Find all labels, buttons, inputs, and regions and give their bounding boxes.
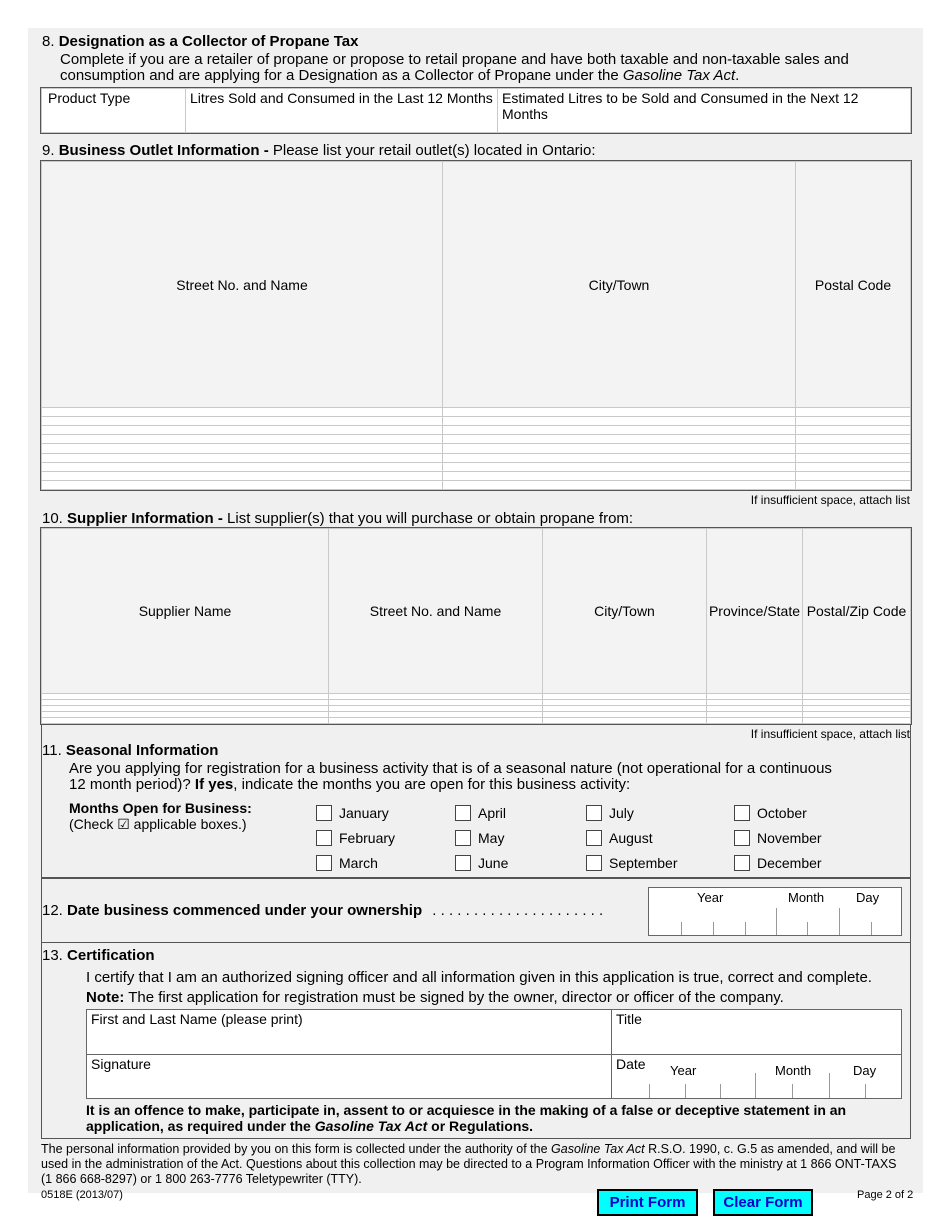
day-label: Day bbox=[853, 1063, 877, 1078]
month-option[interactable] bbox=[734, 830, 822, 846]
section-description: Please list your retail outlet(s) located in Ontario: bbox=[272, 142, 596, 159]
month-label: August bbox=[609, 830, 653, 846]
input-cell[interactable] bbox=[796, 444, 911, 453]
month-checkbox[interactable] bbox=[455, 805, 471, 821]
section-title: Seasonal Information bbox=[65, 742, 219, 759]
month-label: December bbox=[757, 855, 822, 871]
digit-separator bbox=[829, 1073, 830, 1098]
input-cell[interactable] bbox=[42, 462, 443, 471]
year-label: Year bbox=[697, 890, 724, 905]
month-label: September bbox=[609, 855, 678, 871]
month-checkbox[interactable] bbox=[455, 830, 471, 846]
month-checkbox[interactable] bbox=[316, 830, 332, 846]
month-option[interactable] bbox=[316, 855, 378, 871]
input-cell[interactable] bbox=[42, 435, 443, 444]
section-title: Supplier Information - bbox=[67, 510, 223, 527]
month-label: June bbox=[478, 855, 509, 871]
note-line bbox=[86, 988, 872, 1008]
input-cell[interactable] bbox=[803, 718, 911, 724]
column-label: Street No. and Name bbox=[369, 603, 502, 620]
month-label: October bbox=[757, 805, 807, 821]
digit-tick bbox=[745, 922, 746, 935]
month-option[interactable] bbox=[586, 855, 677, 871]
field-label: Signature bbox=[91, 1056, 151, 1072]
column-header bbox=[42, 529, 329, 694]
table-row bbox=[42, 480, 911, 489]
month-label: Month bbox=[775, 1063, 812, 1078]
month-checkbox[interactable] bbox=[586, 805, 602, 821]
section-title: Date business commenced under your ownership bbox=[67, 902, 423, 919]
input-cell[interactable] bbox=[329, 718, 543, 724]
desc-end: . bbox=[735, 67, 740, 84]
month-option[interactable] bbox=[316, 805, 389, 821]
month-option[interactable] bbox=[316, 830, 395, 846]
note-text: The first application for registration must be signed by the owner, director or officer of the company. bbox=[128, 989, 784, 1006]
table-row bbox=[42, 462, 911, 471]
input-cell[interactable] bbox=[443, 462, 796, 471]
month-label: February bbox=[339, 830, 396, 846]
digit-tick bbox=[720, 1084, 721, 1098]
month-option[interactable] bbox=[455, 830, 504, 846]
dot-leader: . . . . . . . . . . . . . . . . . . . . . bbox=[432, 902, 604, 919]
section-8-heading bbox=[42, 33, 358, 50]
months-hint: (Check ☑ applicable boxes.) bbox=[69, 816, 247, 832]
offence-warning bbox=[86, 1102, 846, 1134]
month-label: January bbox=[339, 805, 389, 821]
input-cell[interactable] bbox=[543, 718, 707, 724]
offence-text: or Regulations. bbox=[431, 1118, 534, 1134]
field-label: First and Last Name (please print) bbox=[91, 1011, 303, 1027]
clear-form-button[interactable]: Clear Form bbox=[713, 1189, 813, 1216]
digit-tick bbox=[713, 922, 714, 935]
question-text: , indicate the months you are open for this business activity: bbox=[233, 776, 631, 793]
input-cell[interactable] bbox=[42, 471, 443, 480]
name-field[interactable] bbox=[87, 1010, 611, 1054]
table-row bbox=[42, 718, 911, 724]
column-header bbox=[42, 162, 443, 408]
form-id: 0518E (2013/07) bbox=[41, 1189, 123, 1201]
section-number: 12. bbox=[42, 902, 63, 919]
business-outlet-table bbox=[41, 161, 911, 490]
input-cell[interactable] bbox=[796, 435, 911, 444]
privacy-text: The personal information provided by you on this form is collected under the authority of the bbox=[41, 1142, 548, 1156]
section-title: Designation as a Collector of Propane Tax bbox=[58, 33, 359, 50]
act-name: Gasoline Tax Act bbox=[551, 1142, 645, 1156]
signature-field[interactable] bbox=[87, 1055, 611, 1098]
section-title: Certification bbox=[67, 947, 155, 964]
column-header bbox=[329, 529, 543, 694]
month-option[interactable] bbox=[734, 855, 822, 871]
field-label: Date bbox=[616, 1056, 646, 1072]
certify-statement: I certify that I am an authorized signing officer and all information given in this application is true, correct and complete. bbox=[86, 969, 872, 986]
input-cell[interactable] bbox=[42, 444, 443, 453]
month-option[interactable] bbox=[586, 805, 634, 821]
months-label: Months Open for Business: bbox=[69, 800, 252, 816]
input-cell[interactable] bbox=[443, 471, 796, 480]
act-name: Gasoline Tax Act bbox=[314, 1118, 428, 1134]
supplier-table bbox=[41, 528, 911, 724]
question-line: Are you applying for registration for a business activity that is of a seasonal nature (not operational for a continuous bbox=[69, 760, 832, 777]
column-header bbox=[707, 529, 803, 694]
divider bbox=[41, 878, 911, 879]
section-12-heading bbox=[42, 902, 603, 919]
table-row bbox=[42, 444, 911, 453]
column-label: Province/State bbox=[708, 603, 801, 620]
privacy-line bbox=[41, 1142, 921, 1157]
section-13-heading bbox=[42, 947, 155, 964]
offence-text: application, as required under the bbox=[86, 1118, 311, 1134]
month-option[interactable] bbox=[455, 805, 506, 821]
table-row bbox=[42, 471, 911, 480]
digit-separator bbox=[839, 908, 840, 935]
column-label: City/Town bbox=[588, 276, 650, 293]
table-row bbox=[42, 435, 911, 444]
input-cell[interactable] bbox=[42, 426, 443, 435]
digit-tick bbox=[871, 922, 872, 935]
digit-tick bbox=[685, 1084, 686, 1098]
month-checkbox[interactable] bbox=[586, 855, 602, 871]
input-cell[interactable] bbox=[707, 718, 803, 724]
input-cell[interactable] bbox=[796, 453, 911, 462]
month-label: July bbox=[609, 805, 634, 821]
section-number: 10. bbox=[42, 510, 63, 527]
table-row bbox=[42, 426, 911, 435]
month-label: November bbox=[757, 830, 822, 846]
section-11-heading bbox=[42, 742, 218, 759]
field-label: Title bbox=[616, 1011, 642, 1027]
attach-list-note: If insufficient space, attach list bbox=[750, 493, 910, 507]
table-row bbox=[42, 417, 911, 426]
column-header bbox=[796, 162, 911, 408]
table-row bbox=[42, 453, 911, 462]
input-cell[interactable] bbox=[443, 453, 796, 462]
input-cell[interactable] bbox=[443, 408, 796, 417]
digit-separator bbox=[776, 908, 777, 935]
input-cell[interactable] bbox=[443, 444, 796, 453]
col-litres-next-12[interactable] bbox=[498, 89, 911, 133]
input-cell[interactable] bbox=[796, 408, 911, 417]
desc-text: consumption and are applying for a Designation as a Collector of Propane under the bbox=[60, 67, 619, 84]
if-yes: If yes bbox=[194, 776, 234, 793]
input-cell[interactable] bbox=[42, 408, 443, 417]
input-cell[interactable] bbox=[42, 453, 443, 462]
column-label: Postal Code bbox=[814, 276, 892, 293]
column-header bbox=[443, 162, 796, 408]
month-label: Month bbox=[788, 890, 825, 905]
digit-tick bbox=[792, 1084, 793, 1098]
offence-line bbox=[86, 1118, 846, 1134]
page-number: Page 2 of 2 bbox=[857, 1189, 914, 1201]
certification-text bbox=[86, 968, 872, 1008]
month-option[interactable] bbox=[586, 830, 653, 846]
table-row bbox=[42, 408, 911, 417]
column-label: City/Town bbox=[594, 603, 655, 620]
column-label: Estimated Litres to be Sold and Consumed in the Next 12 Months bbox=[502, 90, 859, 122]
note-label: Note: bbox=[86, 989, 125, 1006]
month-checkbox[interactable] bbox=[734, 805, 750, 821]
input-cell[interactable] bbox=[42, 718, 329, 724]
month-label: March bbox=[339, 855, 378, 871]
question-line bbox=[69, 777, 909, 793]
day-label: Day bbox=[856, 890, 880, 905]
certification-fields bbox=[86, 1009, 902, 1099]
col-product-type[interactable] bbox=[42, 89, 186, 133]
input-cell[interactable] bbox=[443, 435, 796, 444]
digit-tick bbox=[649, 1084, 650, 1098]
month-option[interactable] bbox=[734, 805, 807, 821]
section-title: Business Outlet Information - bbox=[58, 142, 269, 159]
digit-tick bbox=[681, 922, 682, 935]
section-number: 8. bbox=[42, 33, 55, 50]
propane-product-table bbox=[41, 88, 911, 133]
column-header bbox=[543, 529, 707, 694]
digit-separator bbox=[755, 1073, 756, 1098]
month-checkbox[interactable] bbox=[316, 805, 332, 821]
section-8-description bbox=[60, 52, 920, 84]
input-cell[interactable] bbox=[443, 480, 796, 489]
commenced-date-field[interactable] bbox=[648, 887, 902, 936]
month-option[interactable] bbox=[455, 855, 508, 871]
input-cell[interactable] bbox=[42, 480, 443, 489]
year-label: Year bbox=[670, 1063, 697, 1078]
title-field[interactable] bbox=[612, 1010, 901, 1054]
desc-line bbox=[60, 68, 920, 84]
month-label: May bbox=[478, 830, 505, 846]
section-number: 11. bbox=[42, 742, 62, 759]
section-9-heading bbox=[42, 142, 596, 159]
month-checkbox[interactable] bbox=[586, 830, 602, 846]
offence-line: It is an offence to make, participate in, assent to or acquiesce in the making of a false or deceptive statement in an bbox=[86, 1102, 847, 1118]
input-cell[interactable] bbox=[796, 480, 911, 489]
column-label: Litres Sold and Consumed in the Last 12 Months bbox=[190, 90, 493, 106]
column-header bbox=[803, 529, 911, 694]
month-checkbox[interactable] bbox=[316, 855, 332, 871]
column-label: Street No. and Name bbox=[176, 276, 308, 293]
input-cell[interactable] bbox=[443, 417, 796, 426]
section-number: 9. bbox=[42, 142, 55, 159]
digit-tick bbox=[865, 1084, 866, 1098]
signature-date-field[interactable] bbox=[612, 1055, 901, 1098]
act-name: Gasoline Tax Act bbox=[622, 67, 736, 84]
month-label: April bbox=[478, 805, 507, 821]
desc-line: Complete if you are a retailer of propane or propose to retail propane and have both taxable and non-taxable sales and bbox=[60, 51, 849, 68]
months-label-block bbox=[69, 800, 252, 832]
section-number: 13. bbox=[42, 947, 63, 964]
input-cell[interactable] bbox=[796, 417, 911, 426]
input-cell[interactable] bbox=[796, 471, 911, 480]
month-checkbox[interactable] bbox=[455, 855, 471, 871]
column-label: Supplier Name bbox=[138, 603, 232, 620]
col-litres-last-12[interactable] bbox=[186, 89, 498, 133]
privacy-notice bbox=[41, 1142, 921, 1187]
print-form-button[interactable]: Print Form bbox=[597, 1189, 698, 1216]
attach-list-note: If insufficient space, attach list bbox=[750, 727, 910, 741]
privacy-text: R.S.O. 1990, c. G.5 as amended, and will be bbox=[648, 1142, 896, 1156]
month-checkbox[interactable] bbox=[734, 855, 750, 871]
section-10-heading bbox=[42, 510, 633, 527]
column-label: Product Type bbox=[48, 90, 131, 106]
column-label: Postal/Zip Code bbox=[806, 603, 907, 620]
input-cell[interactable] bbox=[443, 426, 796, 435]
digit-tick bbox=[807, 922, 808, 935]
seasonal-question bbox=[69, 761, 909, 793]
privacy-line: used in the administration of the Act. Questions about this collection may be directed to a Program Information Officer with the ministry at 1 866 ONT-TAXS bbox=[41, 1157, 897, 1171]
privacy-line: (1 866 668-8297) or 1 800 263-7776 Teletypewriter (TTY). bbox=[41, 1172, 362, 1186]
section-description: List supplier(s) that you will purchase or obtain propane from: bbox=[227, 510, 634, 527]
month-checkbox[interactable] bbox=[734, 830, 750, 846]
input-cell[interactable] bbox=[42, 417, 443, 426]
question-text: 12 month period)? bbox=[69, 776, 191, 793]
input-cell[interactable] bbox=[796, 462, 911, 471]
input-cell[interactable] bbox=[796, 426, 911, 435]
